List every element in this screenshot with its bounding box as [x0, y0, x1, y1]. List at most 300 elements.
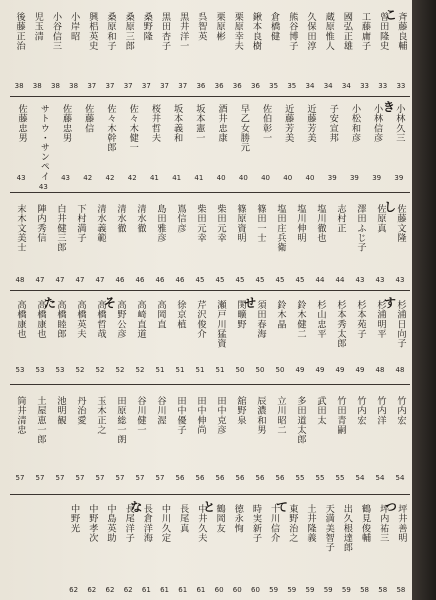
index-entry — [294, 300, 306, 374]
index-entry — [140, 504, 152, 594]
index-entry — [195, 12, 207, 90]
index-entry — [148, 104, 160, 182]
entry-page-number: 34 — [341, 82, 351, 90]
entry-name: 鍬本良樹 — [250, 12, 262, 51]
entry-name: 桑原三郎 — [123, 12, 135, 51]
index-entry — [334, 396, 346, 482]
index-entry — [377, 504, 389, 594]
index-entry — [377, 12, 389, 90]
entry-name: 國弘正雄 — [341, 12, 353, 51]
kana-section-heading: せ — [244, 296, 257, 310]
entry-name: 近藤芳美 — [305, 104, 316, 143]
index-entry — [304, 104, 316, 182]
index-entry — [14, 300, 26, 374]
index-entry — [15, 104, 27, 182]
entry-page-number: 59 — [287, 586, 297, 594]
entry-page-number: 61 — [160, 586, 169, 594]
entry-name: 杉浦明平 — [375, 300, 386, 339]
kana-section-heading: す — [384, 296, 397, 310]
index-entry — [254, 204, 266, 284]
entry-name: 高野公彦 — [115, 300, 126, 339]
entry-name: 高橋康也 — [15, 300, 26, 339]
entry-name: 坂本憲一 — [193, 104, 205, 143]
index-entry — [374, 396, 386, 482]
entry-name: 瀬戸川猛資 — [215, 300, 226, 348]
entry-page-number: 42 — [127, 174, 137, 182]
index-entry — [34, 396, 46, 482]
entry-page-number: 40 — [261, 174, 270, 182]
index-entry — [194, 396, 206, 482]
entry-name: 末木文美士 — [15, 204, 26, 252]
kana-section-heading: こ — [384, 8, 397, 22]
index-entry — [274, 396, 286, 482]
entry-name: 早乙女勝元 — [238, 104, 250, 152]
entry-page-number: 35 — [287, 82, 297, 90]
index-entry — [31, 12, 43, 90]
entry-name: 熊谷博子 — [286, 12, 298, 51]
entry-name: 塩川伸明 — [295, 204, 306, 243]
index-entry — [14, 396, 26, 482]
entry-name: 子安宣邦 — [327, 104, 339, 143]
index-entry — [37, 104, 50, 191]
entry-name: 辰濃和男 — [255, 396, 266, 435]
entry-page-number: 57 — [95, 474, 105, 482]
entry-name: 高岡直 — [155, 300, 166, 329]
entry-page-number: 51 — [215, 366, 225, 374]
entry-page-number: 60 — [214, 586, 224, 594]
entry-page-number: 50 — [275, 366, 285, 374]
index-entry — [274, 300, 286, 374]
entry-name: 高橋英夫 — [75, 300, 86, 339]
entry-name: 佐藤信 — [82, 104, 94, 133]
entry-page-number: 35 — [269, 82, 279, 90]
entry-page-number: 57 — [135, 474, 145, 482]
entry-name: 篠田一士 — [255, 204, 266, 243]
index-entry — [237, 104, 249, 182]
entry-page-number: 61 — [141, 586, 151, 594]
index-entry — [394, 396, 406, 482]
entry-name: 中川久定 — [159, 504, 171, 543]
entry-page-number: 45 — [295, 276, 305, 284]
entry-page-number: 49 — [355, 366, 365, 374]
entry-page-number: 57 — [35, 474, 45, 482]
index-entry — [104, 504, 116, 594]
index-entry — [154, 204, 166, 284]
entry-page-number: 41 — [194, 174, 204, 182]
entry-page-number: 52 — [75, 366, 85, 374]
entry-page-number: 36 — [214, 82, 224, 90]
index-entry — [14, 204, 26, 284]
entry-name: 小松和彦 — [349, 104, 361, 143]
entry-page-number: 56 — [235, 474, 245, 482]
entry-page-number: 51 — [195, 366, 205, 374]
entry-page-number: 58 — [360, 586, 369, 594]
entry-name: 中島英助 — [105, 504, 116, 543]
entry-name: 丹治愛 — [75, 396, 86, 425]
index-entry — [234, 396, 246, 482]
entry-page-number: 59 — [323, 586, 333, 594]
entry-name: 出久根達郎 — [341, 504, 353, 552]
entry-page-number: 46 — [155, 276, 165, 284]
entry-name: 長倉洋海 — [141, 504, 153, 543]
index-entry — [34, 300, 46, 374]
entry-name: 田中優子 — [175, 396, 186, 435]
entry-page-number: 39 — [327, 174, 337, 182]
entry-name: 玉木正之 — [95, 396, 106, 435]
entry-page-number: 51 — [175, 366, 185, 374]
index-entry — [374, 300, 386, 374]
entry-name: サトウ・サンペイ — [38, 104, 50, 181]
entry-page-number: 62 — [69, 586, 79, 594]
index-entry — [126, 104, 138, 182]
entry-page-number: 38 — [32, 82, 42, 90]
entry-page-number: 43 — [61, 174, 70, 182]
entry-name: 黒田杏子 — [159, 12, 171, 51]
index-entry — [194, 204, 206, 284]
entry-page-number: 39 — [394, 174, 404, 182]
entry-page-number: 33 — [396, 82, 406, 90]
entry-page-number: 48 — [395, 366, 405, 374]
entry-name: 杉浦日向子 — [395, 300, 406, 348]
index-entry — [254, 396, 266, 482]
kana-section-heading: て — [275, 500, 288, 514]
entry-page-number: 47 — [95, 276, 105, 284]
index-entry — [68, 12, 80, 90]
index-entry — [74, 300, 86, 374]
index-entry — [54, 204, 66, 284]
index-entry — [371, 104, 383, 182]
entry-name: 島田雅彦 — [155, 204, 166, 243]
entry-name: 栗原幸夫 — [232, 12, 244, 51]
entry-name: 田原総一朗 — [115, 396, 126, 444]
entry-name: 白井健三郎 — [55, 204, 66, 252]
index-entry — [104, 12, 116, 90]
entry-page-number: 56 — [215, 474, 225, 482]
entry-page-number: 61 — [196, 586, 206, 594]
entry-page-number: 40 — [216, 174, 226, 182]
index-entry — [195, 504, 207, 594]
index-entry — [393, 104, 405, 182]
index-entry — [294, 396, 306, 482]
entry-name: 佐々木幹郎 — [105, 104, 116, 152]
section-rule — [10, 290, 410, 291]
kana-section-heading: そ — [104, 296, 117, 310]
entry-page-number: 56 — [195, 474, 205, 482]
entry-name: 坪内祐三 — [377, 504, 389, 543]
entry-page-number: 62 — [105, 586, 115, 594]
entry-page-number: 47 — [55, 276, 65, 284]
entry-name: 坪井善明 — [395, 504, 407, 543]
entry-page-number: 43 — [395, 276, 405, 284]
entry-page-number: 46 — [115, 276, 125, 284]
entry-page-number: 59 — [305, 586, 315, 594]
entry-name: 下村満子 — [75, 204, 86, 243]
entry-page-number: 53 — [35, 366, 45, 374]
entry-name: 田中伸尚 — [195, 396, 206, 435]
index-entry — [54, 396, 66, 482]
entry-page-number: 45 — [275, 276, 285, 284]
entry-name: 倉橋健 — [268, 12, 280, 41]
entry-page-number: 34 — [305, 82, 315, 90]
index-entry — [159, 12, 171, 90]
entry-name: 竹内洋 — [375, 396, 386, 425]
entry-page-number: 49 — [295, 366, 305, 374]
entry-name: 関曠野 — [235, 300, 246, 329]
entry-name: 舘野泉 — [235, 396, 246, 425]
entry-page-number: 44 — [335, 276, 345, 284]
index-entry — [249, 12, 261, 90]
entry-page-number: 37 — [160, 82, 169, 90]
entry-page-number: 45 — [215, 276, 225, 284]
index-entry — [394, 204, 406, 284]
entry-name: 柴田元幸 — [195, 204, 206, 243]
entry-name: 徳永恂 — [232, 504, 244, 533]
entry-name: 鈴木健二 — [295, 300, 306, 339]
entry-page-number: 42 — [83, 174, 93, 182]
index-entry — [214, 204, 226, 284]
entry-page-number: 54 — [375, 474, 385, 482]
entry-name: 鶴見俊輔 — [359, 504, 371, 543]
entry-name: 高橋睦郎 — [55, 300, 66, 339]
entry-page-number: 53 — [15, 366, 25, 374]
index-entry — [140, 12, 152, 90]
index-entry — [274, 204, 286, 284]
kana-section-heading: き — [382, 100, 395, 114]
entry-name: 嶌信彦 — [175, 204, 186, 233]
entry-page-number: 49 — [315, 366, 325, 374]
section-rule — [10, 96, 410, 97]
entry-page-number: 58 — [378, 586, 388, 594]
entry-page-number: 33 — [378, 82, 388, 90]
entry-page-number: 39 — [372, 174, 382, 182]
entry-page-number: 33 — [360, 82, 369, 90]
entry-name: 工藤庸子 — [359, 12, 371, 51]
index-entry — [49, 12, 61, 90]
index-entry — [82, 104, 94, 182]
index-entry — [86, 504, 98, 594]
book-spine — [412, 0, 436, 600]
index-entry — [322, 504, 334, 594]
entry-name: 杉本苑子 — [355, 300, 366, 339]
index-entry — [286, 504, 298, 594]
entry-page-number: 39 — [349, 174, 359, 182]
index-entry — [134, 300, 146, 374]
entry-page-number: 53 — [55, 366, 65, 374]
entry-name: 須田春海 — [255, 300, 266, 339]
index-entry — [395, 504, 407, 594]
entry-name: 小岸昭 — [68, 12, 80, 41]
index-entry — [114, 204, 126, 284]
index-entry — [154, 300, 166, 374]
entry-page-number: 54 — [395, 474, 405, 482]
entry-page-number: 57 — [115, 474, 125, 482]
entry-name: 曾田隆史 — [377, 12, 389, 51]
index-entry — [174, 300, 186, 374]
index-entry — [395, 12, 407, 90]
entry-page-number: 43 — [355, 276, 365, 284]
index-entry — [193, 104, 205, 182]
entry-page-number: 38 — [69, 82, 79, 90]
entry-name: 竹田青嗣 — [335, 396, 346, 435]
entry-name: 児玉清 — [32, 12, 44, 41]
entry-page-number: 46 — [175, 276, 185, 284]
index-entry — [104, 104, 116, 182]
entry-page-number: 59 — [341, 586, 351, 594]
index-entry — [354, 300, 366, 374]
entry-page-number: 40 — [283, 174, 293, 182]
entry-page-number: 43 — [38, 182, 48, 191]
index-entry — [213, 504, 225, 594]
section-rule — [10, 384, 410, 385]
entry-page-number: 50 — [255, 366, 265, 374]
entry-name: 後藤正治 — [14, 12, 26, 51]
entry-page-number: 55 — [335, 474, 345, 482]
entry-name: 杉山忠平 — [315, 300, 326, 339]
index-entry — [254, 300, 266, 374]
index-entry — [134, 396, 146, 482]
index-entry — [286, 12, 298, 90]
entry-name: 鶴岡友 — [214, 504, 226, 533]
index-entry — [122, 12, 134, 90]
entry-name: 多田道太郎 — [295, 396, 306, 444]
entry-name: 天満美智子 — [323, 504, 335, 552]
entry-page-number: 34 — [323, 82, 333, 90]
entry-name: 高崎直道 — [135, 300, 146, 339]
index-entry — [154, 396, 166, 482]
entry-page-number: 36 — [196, 82, 206, 90]
index-entry — [174, 204, 186, 284]
index-entry — [394, 300, 406, 374]
index-entry — [94, 204, 106, 284]
entry-page-number: 44 — [315, 276, 325, 284]
entry-name: 中野光 — [68, 504, 80, 533]
entry-name: 小林久三 — [393, 104, 405, 143]
entry-name: 塩田庄兵衛 — [275, 204, 286, 252]
index-entry — [231, 12, 243, 90]
entry-page-number: 55 — [315, 474, 325, 482]
entry-name: 十川信介 — [268, 504, 280, 543]
index-entry — [314, 204, 326, 284]
entry-page-number: 45 — [255, 276, 265, 284]
entry-name: 杉本秀太郎 — [335, 300, 346, 348]
index-entry — [304, 504, 316, 594]
entry-name: 篠原資明 — [235, 204, 246, 243]
entry-name: 筒井清忠 — [15, 396, 26, 435]
entry-page-number: 37 — [178, 82, 188, 90]
index-entry — [268, 504, 280, 594]
entry-page-number: 43 — [375, 276, 385, 284]
entry-page-number: 48 — [15, 276, 25, 284]
entry-page-number: 37 — [123, 82, 133, 90]
entry-name: 中野孝次 — [86, 504, 98, 543]
index-entry — [334, 300, 346, 374]
index-entry — [159, 504, 171, 594]
entry-name: 土屋恵一郎 — [35, 396, 46, 444]
index-entry — [86, 12, 98, 90]
index-entry — [354, 396, 366, 482]
entry-name: 清水義範 — [95, 204, 106, 243]
entry-name: 近藤芳美 — [282, 104, 294, 143]
entry-name: 谷川健一 — [135, 396, 146, 435]
index-entry — [340, 12, 352, 90]
index-entry — [74, 396, 86, 482]
kana-section-heading: た — [44, 296, 57, 310]
index-entry — [260, 104, 272, 182]
entry-page-number: 49 — [335, 366, 345, 374]
entry-page-number: 48 — [375, 366, 385, 374]
entry-name: 佐藤文隆 — [395, 204, 406, 243]
index-entry — [177, 12, 189, 90]
entry-page-number: 55 — [295, 474, 305, 482]
index-entry — [214, 396, 226, 482]
index-entry — [334, 204, 346, 284]
index-entry — [134, 204, 146, 284]
entry-page-number: 43 — [16, 174, 26, 182]
entry-name: 長尾洋子 — [123, 504, 135, 543]
index-entry — [374, 204, 386, 284]
entry-name: 高橋康也 — [35, 300, 46, 339]
entry-page-number: 56 — [255, 474, 265, 482]
index-entry — [177, 504, 189, 594]
entry-page-number: 52 — [135, 366, 145, 374]
entry-name: 小林信彦 — [371, 104, 383, 143]
entry-name: 酒井忠康 — [216, 104, 228, 143]
entry-name: 佐原真 — [375, 204, 386, 233]
entry-page-number: 50 — [235, 366, 245, 374]
index-entry — [234, 204, 246, 284]
index-entry — [234, 300, 246, 374]
index-entry — [213, 12, 225, 90]
kana-section-heading: な — [130, 500, 143, 514]
entry-page-number: 38 — [50, 82, 60, 90]
index-entry — [114, 300, 126, 374]
entry-name: 清水徹 — [135, 204, 146, 233]
entry-name: 長尾真 — [177, 504, 189, 533]
entry-page-number: 57 — [15, 474, 25, 482]
entry-page-number: 36 — [250, 82, 260, 90]
index-entry — [314, 300, 326, 374]
entry-name: 佐々木健一 — [127, 104, 139, 152]
entry-name: 立川昭二 — [275, 396, 286, 435]
entry-name: 鈴木晶 — [275, 300, 286, 329]
entry-name: 谷川渥 — [155, 396, 166, 425]
entry-name: 斉藤良輔 — [395, 12, 407, 51]
kana-section-heading: つ — [384, 500, 397, 514]
index-entry — [114, 396, 126, 482]
entry-name: 土井隆義 — [305, 504, 316, 543]
entry-page-number: 41 — [149, 174, 159, 182]
entry-page-number: 56 — [175, 474, 185, 482]
index-entry — [94, 300, 106, 374]
entry-page-number: 60 — [250, 586, 260, 594]
entry-name: 蔵原惟人 — [323, 12, 335, 51]
entry-page-number: 47 — [75, 276, 85, 284]
kana-section-heading: し — [384, 200, 397, 214]
index-entry — [249, 504, 261, 594]
index-entry — [268, 12, 280, 90]
entry-name: 志村正 — [335, 204, 346, 233]
entry-name: 佐藤忠男 — [60, 104, 72, 143]
entry-name: 坂本義和 — [171, 104, 183, 143]
index-entry — [174, 396, 186, 482]
entry-page-number: 60 — [232, 586, 242, 594]
entry-page-number: 37 — [141, 82, 151, 90]
entry-page-number: 41 — [172, 174, 182, 182]
entry-page-number: 37 — [87, 82, 97, 90]
index-entry — [122, 504, 134, 594]
entry-name: 武田太 — [315, 396, 326, 425]
entry-name: 東野治之 — [286, 504, 298, 543]
